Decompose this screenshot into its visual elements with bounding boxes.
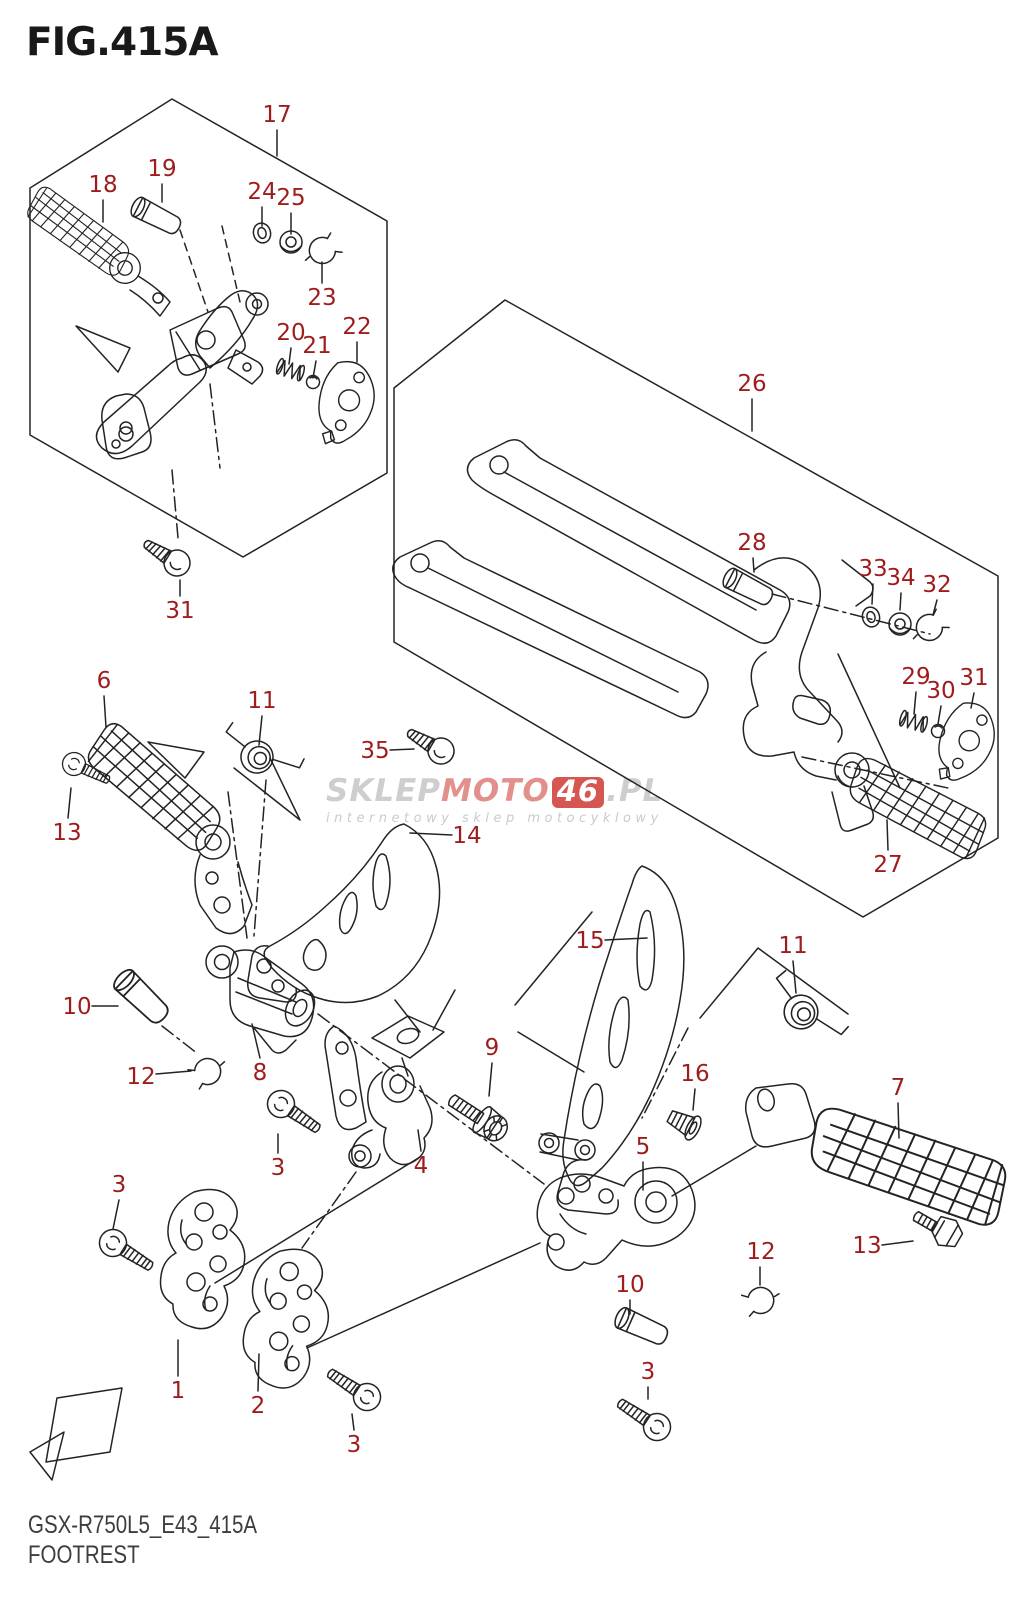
part-label-32: 32 [922,572,952,598]
part-number-labels [52,102,988,1458]
part-label-2: 2 [250,1393,266,1419]
part-34-washer-drawing [889,613,911,635]
part-label-34: 34 [886,565,916,591]
leader-line-13 [882,1241,913,1245]
part-31-plate-drawing [931,698,1002,790]
part-label-14: 14 [452,823,482,849]
part-label-15: 15 [575,928,605,954]
leader-line-11 [793,961,796,993]
part-label-33: 33 [858,556,888,582]
leader-line-2 [258,1354,259,1391]
detail-box-left [30,99,387,557]
part-15-heel-guard-drawing [557,866,684,1214]
fwd-arrow [30,1388,122,1480]
part-label-8: 8 [252,1060,268,1086]
part-label-3: 3 [270,1155,286,1181]
part-label-22: 22 [342,314,372,340]
leader-line-12 [156,1071,191,1074]
part-35-screw-drawing [402,721,459,769]
watermark-subtitle: internetowy sklep motocyklowy [326,811,663,826]
part-16-screw-drawing [664,1105,704,1143]
part-label-6: 6 [96,668,112,694]
part-label-5: 5 [635,1134,651,1160]
part-label-10: 10 [615,1272,645,1298]
figure-code: GSX-R750L5_E43_415A [28,1511,258,1539]
part-label-3: 3 [640,1359,656,1385]
part-label-7: 7 [890,1075,906,1101]
part-8-holder-drawing [206,946,320,1053]
part-label-11: 11 [247,688,277,714]
leader-line-3 [113,1200,119,1229]
part-31-screw-upper-drawing [138,532,195,581]
part-9-bolt-drawing [442,1086,513,1147]
leader-line-28 [753,558,754,572]
part-1-mount-drawing [161,1190,245,1329]
part-3-screw-center-drawing [262,1085,326,1140]
part-label-16: 16 [680,1061,710,1087]
part-label-13: 13 [52,820,82,846]
part-label-27: 27 [873,852,903,878]
figure-title: FIG.415A [26,20,218,65]
leader-line-29 [914,692,916,714]
part-label-12: 12 [746,1239,776,1265]
part-label-30: 30 [926,678,956,704]
part-17-bracket-drawing [96,291,268,459]
part-11-spring-left-drawing [225,712,306,780]
leader-line-35 [390,749,414,750]
part-label-1: 1 [170,1378,186,1404]
part-3-screw-mid-drawing [321,1361,385,1416]
part-label-3: 3 [111,1172,127,1198]
leader-line-33 [872,584,873,604]
part-20-spring-drawing [275,358,306,382]
part-label-31: 31 [959,665,989,691]
part-label-19: 19 [147,156,177,182]
part-27-footrest-drawing [832,749,993,866]
part-label-25: 25 [276,185,306,211]
leader-line-4 [418,1130,421,1151]
part-label-18: 18 [88,172,118,198]
part-label-21: 21 [302,333,332,359]
part-32-ering-drawing [906,608,951,648]
part-label-29: 29 [901,664,931,690]
part-label-17: 17 [262,102,292,128]
leader-line-3 [352,1414,354,1430]
part-12-ering-right-drawing [741,1284,782,1317]
part-label-28: 28 [737,530,767,556]
part-2-mount-drawing [242,1248,331,1390]
watermark-brand: SKLEPMOTO 46 .PL [326,773,664,809]
part-label-3: 3 [346,1432,362,1458]
part-label-31: 31 [165,598,195,624]
leader-line-31 [971,693,974,708]
leader-line-6 [104,696,106,727]
part-14-heel-guard-drawing [248,824,440,1003]
part-19-pin-drawing [128,195,183,237]
leader-line-20 [289,348,291,364]
watermark-badge: 46 [552,777,604,808]
figure-footer [28,1510,257,1570]
figure-name: FOOTREST [28,1541,140,1569]
leader-line-34 [900,593,901,610]
part-10-pin-left-drawing [110,966,172,1027]
part-label-11: 11 [778,933,808,959]
leader-line-27 [887,820,888,850]
part-label-4: 4 [413,1153,429,1179]
part-10-pin-right-drawing [612,1306,670,1348]
part-label-20: 20 [276,320,306,346]
part-label-13: 13 [852,1233,882,1259]
leader-line-7 [898,1103,899,1138]
leader-line-13 [68,788,71,818]
part-12-ering-left-drawing [186,1053,230,1091]
leader-line-9 [489,1063,492,1096]
part-7-footrest-drawing [746,1084,1016,1234]
part-3-screw-right-drawing [611,1391,675,1446]
part-label-24: 24 [247,179,277,205]
part-3-screw-left-drawing [94,1224,158,1278]
part-label-23: 23 [307,285,337,311]
part-11-spring-right-drawing [772,970,852,1035]
part-label-10: 10 [62,994,92,1020]
part-label-9: 9 [484,1035,500,1061]
part-label-35: 35 [360,738,390,764]
part-18-footrest-drawing [22,182,170,372]
part-label-26: 26 [737,371,767,397]
part-22-plate-drawing [315,359,378,448]
part-5-bracket-drawing [537,1133,695,1270]
part-label-12: 12 [126,1064,156,1090]
part-4-bracket-drawing [325,1016,444,1168]
leader-line-15 [605,938,647,940]
part-26-bracket-drawing [393,440,873,780]
leader-line-14 [410,833,452,835]
fwd-label: FWD [57,1407,110,1437]
leader-line-30 [938,706,941,724]
leader-line-16 [693,1089,695,1110]
part-6-footrest-drawing [80,716,252,933]
